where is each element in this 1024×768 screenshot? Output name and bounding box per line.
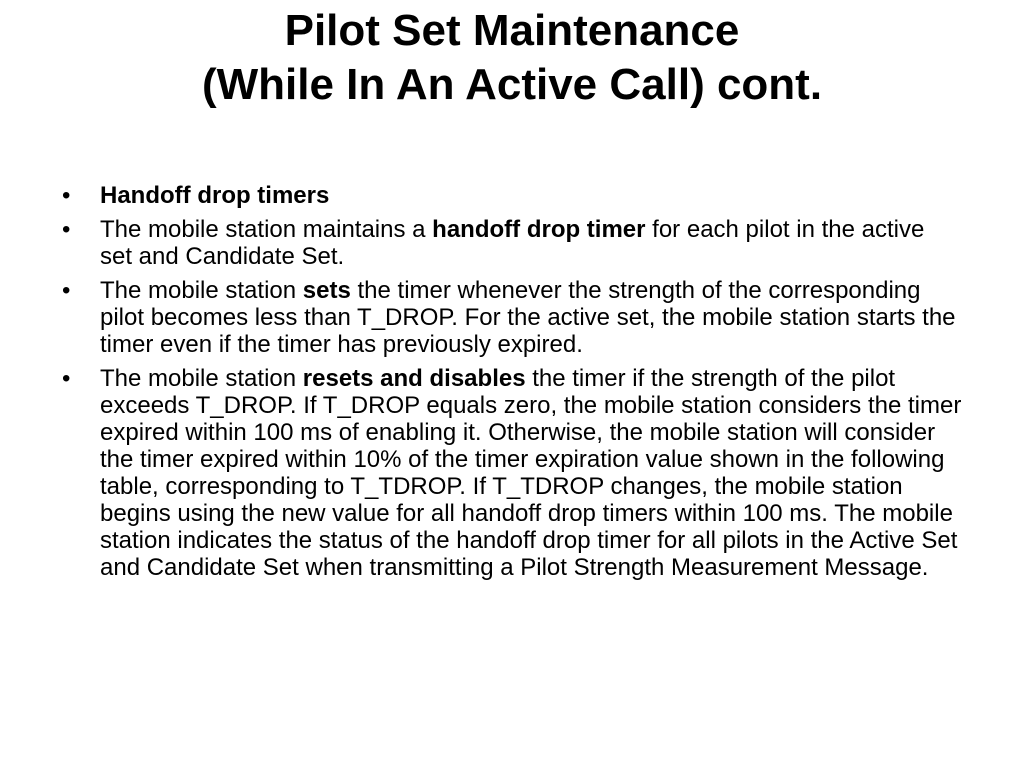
slide-title [0, 4, 1024, 112]
bullet-marker: • [62, 365, 71, 392]
bullet-marker: • [62, 182, 71, 209]
bullet-text: the timer whenever the strength of the corresponding pilot becomes less than T_DROP. For the active set, the mobile station starts the timer even if the timer has previously expired. [100, 277, 956, 358]
bullet-marker: • [62, 216, 71, 243]
bullet-bold-text: handoff drop timer [432, 216, 646, 243]
bullet-bold-text: Handoff drop timers [100, 182, 330, 209]
bullet-text: The mobile station [100, 277, 303, 304]
bullet-list [62, 182, 962, 588]
bullet-text: for each pilot in the active set and Candidate Set. [100, 216, 925, 270]
bullet-item-handoff-drop-timers [62, 182, 962, 209]
slide-title-line-2: (While In An Active Call) cont. [201, 60, 823, 109]
bullet-item-sets-timer [62, 277, 962, 358]
bullet-bold-text: sets [302, 277, 351, 304]
bullet-bold-text: resets and disables [302, 365, 526, 392]
bullet-item-resets-timer [62, 365, 962, 581]
bullet-text: The mobile station [100, 365, 303, 392]
slide-title-line-1: Pilot Set Maintenance [284, 6, 740, 55]
bullet-marker: • [62, 277, 71, 304]
bullet-text: the timer if the strength of the pilot exceeds T_DROP. If T_DROP equals zero, the mobile station considers the timer expired within 100 ms of enabling it. Otherwise, the mobile station will consider the timer expired within 10% of the timer expiration value shown in the following table, corresponding to T_TDROP. If T_TDROP changes, the mobile station begins using the new value for all handoff drop timers within 100 ms. The mobile station indicates the status of the handoff drop timer for all pilots in the Active Set and Candidate Set when transmitting a Pilot Strength Measurement Message. [100, 365, 962, 581]
bullet-item-maintains-timer [62, 216, 962, 270]
bullet-text: The mobile station maintains a [100, 216, 433, 243]
